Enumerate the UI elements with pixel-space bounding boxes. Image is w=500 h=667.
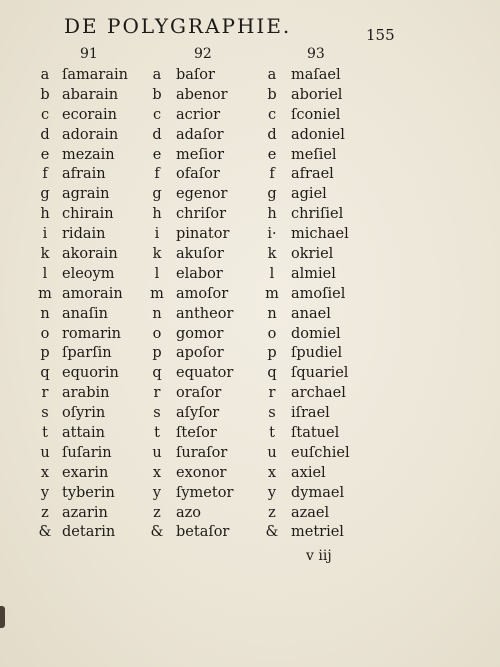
col2-letter: y	[152, 484, 162, 501]
col3-letter: f	[269, 166, 275, 183]
col2-word: akuſor	[176, 246, 224, 263]
col1-word: abarain	[62, 86, 119, 103]
col3-letter: b	[267, 86, 277, 103]
col2-letter: &	[150, 524, 164, 541]
col2-letter: m	[150, 285, 164, 302]
col3-word: maſael	[291, 67, 341, 83]
table-row	[0, 464, 500, 484]
col3-word: okriel	[291, 246, 334, 263]
col3-word: aboriel	[291, 86, 343, 103]
table-row	[0, 106, 500, 126]
col1-letter: z	[41, 504, 49, 521]
col1-letter: c	[40, 106, 50, 123]
col3-letter: h	[267, 206, 277, 223]
col2-word: ſymetor	[176, 484, 234, 501]
col3-letter: p	[267, 345, 277, 362]
col2-word: adaſor	[176, 126, 224, 143]
col2-word: gomor	[176, 325, 224, 342]
table-row	[0, 126, 500, 146]
table-row	[0, 245, 500, 265]
column-number-3: 93	[307, 46, 325, 62]
col3-letter: &	[265, 524, 279, 541]
col2-letter: a	[152, 67, 162, 83]
col3-letter: a	[267, 67, 277, 83]
table-row	[0, 225, 500, 245]
col3-word: iſrael	[291, 405, 330, 422]
col3-word: axiel	[291, 464, 326, 481]
table-row	[0, 344, 500, 364]
col3-letter: d	[267, 126, 277, 143]
col1-word: akorain	[62, 246, 118, 263]
col3-letter: n	[267, 305, 277, 322]
table-row	[0, 146, 500, 166]
col3-word: ſtatuel	[291, 425, 340, 442]
col2-word: aſyſor	[176, 405, 220, 422]
col3-word: domiel	[291, 325, 341, 342]
col2-letter: n	[152, 305, 162, 322]
col1-word: tyberin	[62, 484, 115, 501]
col2-word: exonor	[176, 464, 227, 481]
col1-word: romarin	[62, 325, 121, 342]
col1-letter: u	[40, 444, 50, 461]
table-row	[0, 523, 500, 543]
col3-word: ſquariel	[291, 365, 349, 382]
col2-letter: p	[152, 345, 162, 362]
col3-letter: s	[268, 405, 276, 422]
col2-word: equator	[176, 365, 234, 382]
col2-letter: x	[152, 464, 162, 481]
col2-word: meſior	[176, 146, 224, 163]
col3-letter: y	[267, 484, 277, 501]
col2-word: ſuraſor	[176, 444, 228, 461]
col3-letter: t	[269, 425, 275, 442]
table-row	[0, 404, 500, 424]
col2-word: elabor	[176, 265, 223, 282]
col2-letter: f	[154, 166, 160, 183]
table-row	[0, 444, 500, 464]
col1-word: ſamarain	[62, 67, 128, 83]
col3-word: chriſiel	[291, 206, 344, 223]
table-row	[0, 325, 500, 345]
col2-letter: d	[152, 126, 162, 143]
col1-word: equorin	[62, 365, 119, 382]
col1-word: adorain	[62, 126, 119, 143]
col2-word: abenor	[176, 86, 228, 103]
col3-word: agiel	[291, 186, 327, 203]
col2-word: azo	[176, 504, 202, 521]
col3-letter: i·	[267, 226, 277, 243]
col1-letter: m	[38, 285, 52, 302]
col1-letter: i	[42, 226, 48, 243]
col2-word: ofaſor	[176, 166, 220, 183]
table-row	[0, 305, 500, 325]
col2-letter: s	[153, 405, 161, 422]
col2-letter: c	[152, 106, 162, 123]
running-head: DE POLYGRAPHIE.	[64, 14, 292, 38]
col2-letter: k	[152, 246, 162, 263]
col1-letter: g	[40, 186, 50, 203]
col1-letter: f	[42, 166, 48, 183]
col1-word: attain	[62, 425, 105, 442]
col2-letter: b	[152, 86, 162, 103]
col3-word: ſconiel	[291, 106, 341, 123]
col3-letter: z	[268, 504, 276, 521]
cipher-table	[0, 66, 500, 543]
col1-letter: k	[40, 246, 50, 263]
col2-letter: u	[152, 444, 162, 461]
col2-word: amoſor	[176, 285, 229, 302]
col3-letter: m	[265, 285, 279, 302]
col2-word: acrior	[176, 106, 220, 123]
col1-letter: r	[41, 385, 49, 402]
table-row	[0, 504, 500, 524]
col3-word: euſchiel	[291, 444, 350, 461]
col2-letter: o	[152, 325, 162, 342]
col1-word: agrain	[62, 186, 110, 203]
col3-word: adoniel	[291, 126, 345, 143]
col3-letter: g	[267, 186, 277, 203]
col1-word: mezain	[62, 146, 115, 163]
col1-letter: o	[40, 325, 50, 342]
col3-word: ſpudiel	[291, 345, 343, 362]
col1-word: exarin	[62, 464, 109, 481]
col1-letter: l	[42, 265, 48, 282]
table-row	[0, 265, 500, 285]
col1-word: eleoym	[62, 265, 115, 282]
col3-word: azael	[291, 504, 330, 521]
col1-word: ſuſarin	[62, 444, 112, 461]
col1-letter: d	[40, 126, 50, 143]
col2-word: baſor	[176, 67, 215, 83]
col1-letter: a	[40, 67, 50, 83]
col1-letter: s	[41, 405, 49, 422]
col3-letter: u	[267, 444, 277, 461]
col1-letter: t	[42, 425, 48, 442]
col3-word: afrael	[291, 166, 334, 183]
col2-letter: z	[153, 504, 161, 521]
col3-letter: c	[267, 106, 277, 123]
col2-word: apoſor	[176, 345, 224, 362]
col3-word: almiel	[291, 265, 336, 282]
col2-letter: r	[153, 385, 161, 402]
col3-letter: k	[267, 246, 277, 263]
col1-word: amorain	[62, 285, 123, 302]
col1-letter: x	[40, 464, 50, 481]
col3-word: metriel	[291, 524, 344, 541]
col3-letter: o	[267, 325, 277, 342]
col1-letter: p	[40, 345, 50, 362]
table-row	[0, 484, 500, 504]
table-row	[0, 165, 500, 185]
col1-word: anaſin	[62, 305, 108, 322]
col1-word: ſparſin	[62, 345, 112, 362]
col2-word: betaſor	[176, 524, 230, 541]
page-number: 155	[366, 26, 395, 44]
col3-word: amoſiel	[291, 285, 346, 302]
col1-word: detarin	[62, 524, 116, 541]
table-row	[0, 364, 500, 384]
col3-letter: q	[267, 365, 277, 382]
table-row	[0, 384, 500, 404]
col1-letter: e	[40, 146, 50, 163]
col1-word: azarin	[62, 504, 108, 521]
col3-letter: l	[269, 265, 275, 282]
col2-word: pinator	[176, 226, 230, 243]
col2-letter: q	[152, 365, 162, 382]
col2-letter: i	[154, 226, 160, 243]
col2-letter: l	[154, 265, 160, 282]
page-edge-mark	[0, 606, 5, 628]
col3-word: meſiel	[291, 146, 337, 163]
col3-letter: e	[267, 146, 277, 163]
col2-word: ſteſor	[176, 425, 217, 442]
column-number-2: 92	[194, 46, 212, 62]
col1-letter: b	[40, 86, 50, 103]
col2-letter: h	[152, 206, 162, 223]
col1-letter: h	[40, 206, 50, 223]
col1-word: oſyrin	[62, 405, 106, 422]
col1-letter: y	[40, 484, 50, 501]
col3-word: michael	[291, 226, 349, 243]
col2-word: oraſor	[176, 385, 222, 402]
table-row	[0, 66, 500, 86]
col2-word: chriſor	[176, 206, 227, 223]
col1-letter: &	[38, 524, 52, 541]
signature-mark: v iij	[306, 548, 332, 564]
table-row	[0, 424, 500, 444]
col1-letter: n	[40, 305, 50, 322]
column-number-1: 91	[80, 46, 98, 62]
col3-word: archael	[291, 385, 346, 402]
col3-letter: x	[267, 464, 277, 481]
table-row	[0, 185, 500, 205]
table-row	[0, 86, 500, 106]
col1-letter: q	[40, 365, 50, 382]
col2-letter: g	[152, 186, 162, 203]
col3-word: dymael	[291, 484, 345, 501]
col2-letter: t	[154, 425, 160, 442]
col2-word: egenor	[176, 186, 228, 203]
col2-letter: e	[152, 146, 162, 163]
col1-word: chirain	[62, 206, 114, 223]
col1-word: ridain	[62, 226, 106, 243]
col1-word: afrain	[62, 166, 106, 183]
table-row	[0, 205, 500, 225]
col2-word: antheor	[176, 305, 234, 322]
table-row	[0, 285, 500, 305]
col1-word: arabin	[62, 385, 110, 402]
col3-word: anael	[291, 305, 331, 322]
col3-letter: r	[268, 385, 276, 402]
col1-word: ecorain	[62, 106, 117, 123]
